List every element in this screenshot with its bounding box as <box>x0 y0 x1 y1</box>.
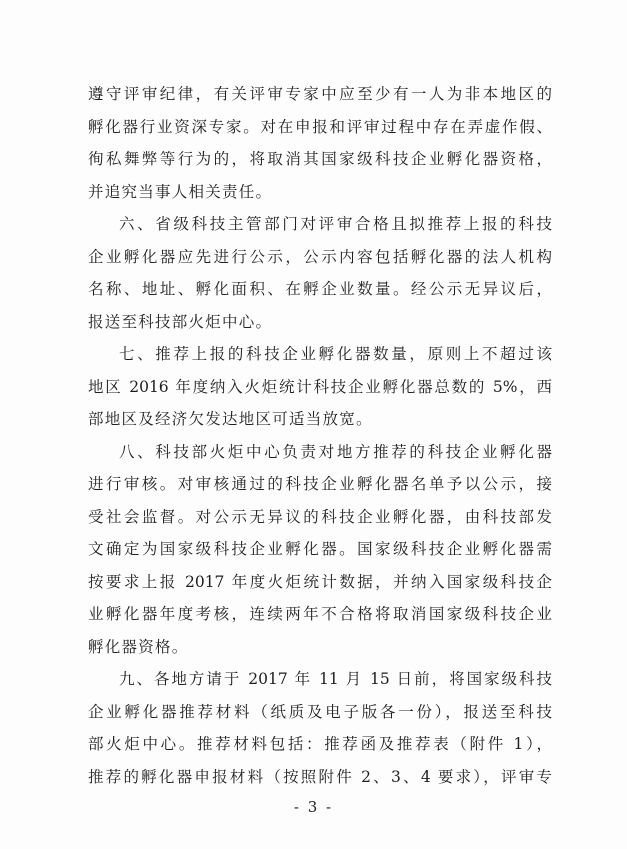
text-line: 徇私舞弊等行为的，将取消其国家级科技企业孵化器资格， <box>88 150 552 168</box>
text-line: 部地区及经济欠发达地区可适当放宽。 <box>88 410 373 428</box>
page-number: - 3 - <box>293 798 334 816</box>
paragraph-eight-start: 八、科技部火炬中心负责对地方推荐的科技企业孵化器 <box>119 442 552 461</box>
text-line: 孵化器行业资深专家。对在申报和评审过程中存在弄虚作假、 <box>88 117 552 136</box>
text-line: 地区 2016 年度纳入火炬统计科技企业孵化器总数的 5%，西 <box>88 377 552 396</box>
text-line: 文确定为国家级科技企业孵化器。国家级科技企业孵化器需 <box>88 540 552 558</box>
text-line: 按要求上报 2017 年度火炬统计数据，并纳入国家级科技企 <box>88 572 552 591</box>
text-line: 名称、地址、孵化面积、在孵企业数量。经公示无异议后， <box>88 280 552 298</box>
paragraph-six-start: 六、省级科技主管部门对评审合格且拟推荐上报的科技 <box>119 215 552 233</box>
text-line: 报送至科技部火炬中心。 <box>88 312 273 331</box>
paragraph-seven-start: 七、推荐上报的科技企业孵化器数量，原则上不超过该 <box>119 345 552 363</box>
text-line: 受社会监督。对公示无异议的科技企业孵化器，由科技部发 <box>88 507 552 526</box>
text-line: 遵守评审纪律，有关评审专家中应至少有一人为非本地区的 <box>88 85 552 103</box>
text-line: 进行审核。对审核通过的科技企业孵化器名单予以公示，接 <box>88 475 552 493</box>
text-line: 孵化器资格。 <box>88 637 189 656</box>
text-line: 业孵化器年度考核，连续两年不合格将取消国家级科技企业 <box>88 605 552 623</box>
text-line: 部火炬中心。推荐材料包括：推荐函及推荐表（附件 1）， <box>88 735 552 753</box>
text-line: 企业孵化器推荐材料（纸质及电子版各一份），报送至科技 <box>88 702 552 721</box>
text-line: 并追究当事人相关责任。 <box>88 182 273 201</box>
text-line: 推荐的孵化器申报材料（按照附件 2、3、4 要求），评审专 <box>88 767 552 786</box>
body-text <box>88 78 552 793</box>
text-line: 企业孵化器应先进行公示，公示内容包括孵化器的法人机构 <box>88 247 552 266</box>
paragraph-nine-start: 九、各地方请于 2017 年 11 月 15 日前，将国家级科技 <box>119 670 552 688</box>
